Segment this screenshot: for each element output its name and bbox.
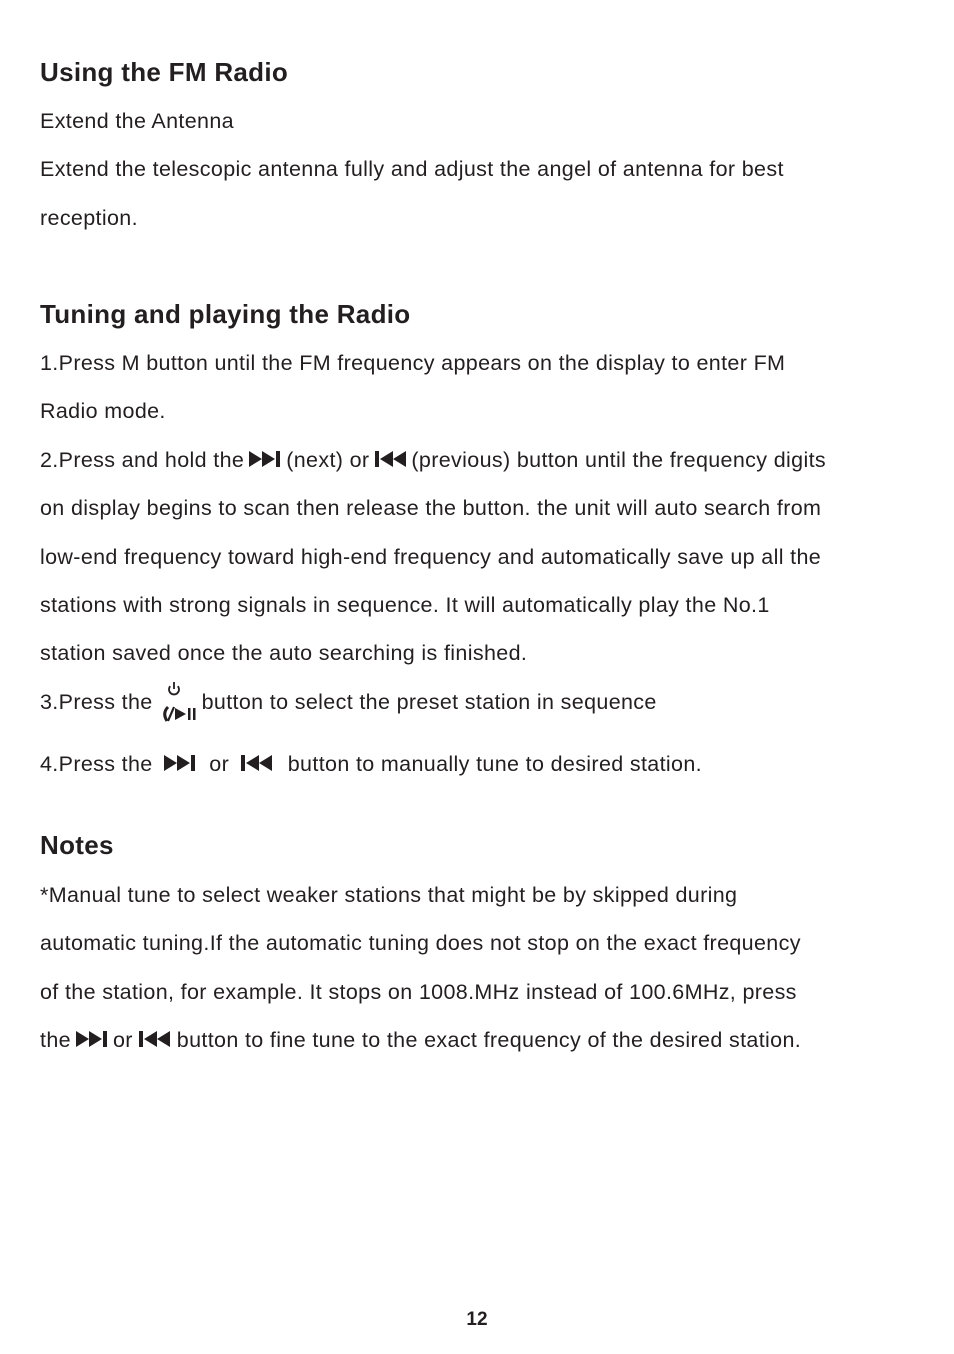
- paragraph-line: Extend the telescopic antenna fully and adjust the angel of antenna for best: [40, 157, 784, 182]
- step-2-line: station saved once the auto searching is finished.: [40, 641, 528, 666]
- next-track-icon: [247, 450, 283, 468]
- step-4-prefix: 4.Press the: [40, 752, 153, 777]
- notes-line-4-suffix: button to fine tune to the exact frequency of the desired station.: [176, 1028, 802, 1053]
- step-4-suffix: button to manually tune to desired station.: [287, 752, 702, 777]
- notes-line: of the station, for example. It stops on 1008.MHz instead of 100.6MHz, press: [40, 979, 797, 1004]
- step-2-line: on display begins to scan then release the button. the unit will auto search from: [40, 496, 822, 521]
- section-body-fm-radio: [40, 97, 784, 242]
- previous-track-icon: [372, 450, 408, 468]
- subtitle-extend-antenna: Extend the Antenna: [40, 109, 234, 133]
- notes-line: *Manual tune to select weaker stations that might be by skipped during: [40, 883, 738, 907]
- notes-line-4-or: or: [112, 1028, 133, 1053]
- step-4-or: or: [209, 752, 230, 777]
- section-body-notes: [40, 871, 801, 1065]
- step-3-line: [40, 678, 826, 740]
- section-title-fm-radio: Using the FM Radio: [40, 57, 289, 87]
- page-number: 12: [466, 1309, 488, 1330]
- previous-track-icon: [136, 1030, 174, 1048]
- power-play-pause-icon: [159, 681, 199, 740]
- section-body-tuning: [40, 339, 826, 789]
- step-3-suffix: button to select the preset station in sequence: [201, 689, 657, 714]
- section-title-notes: Notes: [40, 830, 114, 860]
- section-title-tuning: Tuning and playing the Radio: [40, 299, 411, 329]
- step-2-next-text: (next) or: [286, 447, 370, 472]
- step-2-line: stations with strong signals in sequence. It will automatically play the No.1: [40, 593, 770, 618]
- step-1-line: 1.Press M button until the FM frequency appears on the display to enter FM: [40, 351, 786, 375]
- step-4-line: [40, 740, 826, 788]
- notes-line-4-prefix: the: [40, 1028, 71, 1053]
- step-2-previous-text: (previous) button until the frequency digits: [411, 447, 826, 472]
- step-3-prefix: 3.Press the: [40, 689, 153, 714]
- notes-line: automatic tuning.If the automatic tuning does not stop on the exact frequency: [40, 931, 801, 956]
- previous-track-icon: [238, 754, 278, 772]
- next-track-icon: [162, 754, 200, 772]
- step-2-line: [40, 436, 826, 484]
- paragraph-line: reception.: [40, 205, 138, 230]
- step-1-line: Radio mode.: [40, 399, 166, 424]
- notes-line: [40, 1016, 801, 1064]
- step-2-prefix: 2.Press and hold the: [40, 447, 245, 472]
- step-2-line: low-end frequency toward high-end frequency and automatically save up all the: [40, 544, 822, 569]
- next-track-icon: [74, 1030, 110, 1048]
